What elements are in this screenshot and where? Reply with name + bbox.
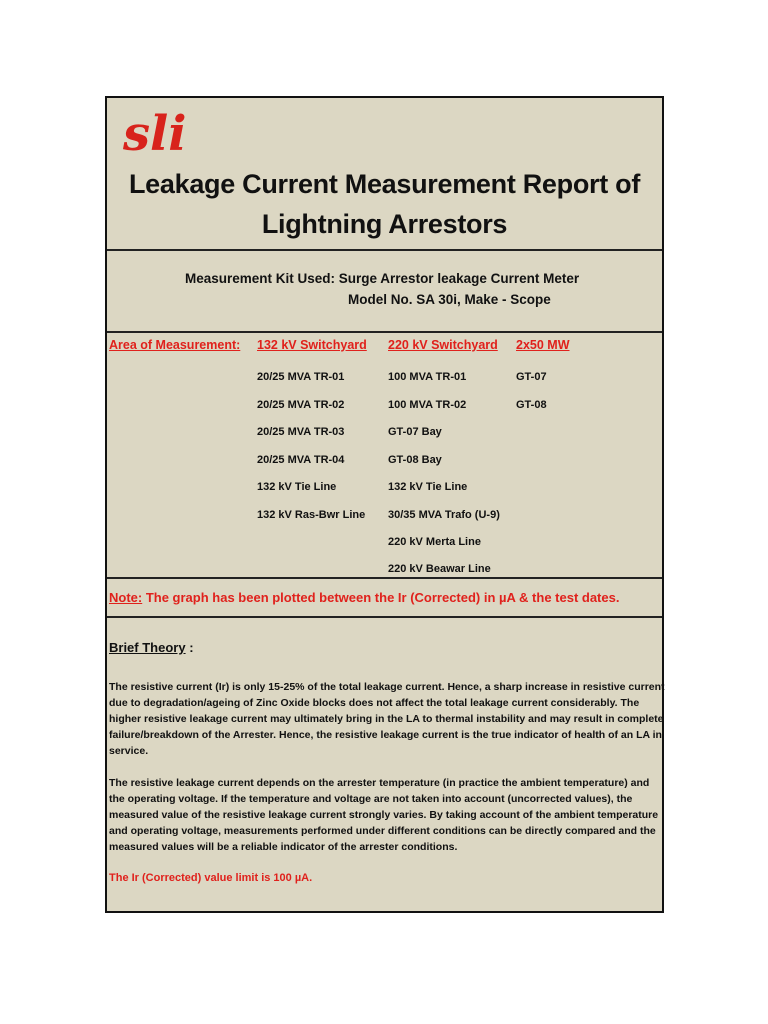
report-title xyxy=(107,164,662,244)
note-section xyxy=(107,579,662,618)
list-item: 220 kV Merta Line xyxy=(388,536,481,548)
note-text: The graph has been plotted between the Ir (Corrected) in µA & the test dates. xyxy=(142,590,620,605)
list-item: 100 MVA TR-02 xyxy=(388,399,467,411)
list-item: GT-08 Bay xyxy=(388,454,442,466)
brief-theory-colon: : xyxy=(185,640,194,655)
list-item: 20/25 MVA TR-01 xyxy=(257,371,345,383)
report-sheet xyxy=(105,96,664,913)
kit-section xyxy=(107,251,662,333)
column-heading-220kv: 220 kV Switchyard xyxy=(388,338,498,352)
kit-used-line: Measurement Kit Used: Surge Arrestor leakage Current Meter xyxy=(185,271,580,286)
area-of-measurement-label: Area of Measurement: xyxy=(109,338,241,352)
list-item: 100 MVA TR-01 xyxy=(388,371,467,383)
report-title-line1: Leakage Current Measurement Report of xyxy=(128,169,641,199)
note-label: Note: xyxy=(109,590,143,605)
column-heading-132kv: 132 kV Switchyard xyxy=(257,338,367,352)
title-section xyxy=(107,98,662,251)
list-item: 20/25 MVA TR-04 xyxy=(257,454,345,466)
company-logo xyxy=(121,108,201,156)
graph-note xyxy=(109,590,619,605)
report-title-line2: Lightning Arrestors xyxy=(261,209,508,239)
theory-paragraph-1: The resistive current (Ir) is only 15-25% of the total leakage current. Hence, a sharp increase in resistive current due to degradation/ageing of Zinc Oxide blocks does not affect the total leakage current considerably. The higher resistive leakage current may ultimately bring in the LA to thermal instability and may result in complete failure/breakdown of the Arrester. Hence, the resistive leakage current is the true indicator of health of an LA in service. xyxy=(109,681,665,757)
list-item: GT-07 xyxy=(516,371,547,383)
list-item: GT-08 xyxy=(516,399,547,411)
theory-section xyxy=(107,618,665,911)
list-item: 132 kV Ras-Bwr Line xyxy=(257,509,366,521)
brief-theory-label: Brief Theory xyxy=(109,640,186,655)
kit-model-line: Model No. SA 30i, Make - Scope xyxy=(348,292,551,307)
list-item: 20/25 MVA TR-02 xyxy=(257,399,345,411)
ir-limit-statement: The Ir (Corrected) value limit is 100 µA. xyxy=(109,872,313,884)
list-item: 20/25 MVA TR-03 xyxy=(257,426,345,438)
list-item: GT-07 Bay xyxy=(388,426,442,438)
brief-theory-heading xyxy=(109,640,194,655)
company-logo-text: sli xyxy=(123,108,187,156)
list-item: 220 kV Beawar Line xyxy=(388,563,491,575)
column-heading-2x50mw: 2x50 MW xyxy=(516,338,570,352)
list-item: 132 kV Tie Line xyxy=(257,481,337,493)
list-item: 132 kV Tie Line xyxy=(388,481,468,493)
area-section xyxy=(107,333,662,579)
theory-paragraph-2: The resistive leakage current depends on the arrester temperature (in practice the ambient temperature) and the operating voltage. If the temperature and voltage are not taken into account (uncorrected values), the measured value of the resistive leakage current strongly varies. By taking account of the ambient temperature and operating voltage, measurements performed under different conditions can be directly compared and the measured values will be a reliable indicator of the arrester conditions. xyxy=(109,777,659,853)
list-item: 30/35 MVA Trafo (U-9) xyxy=(388,509,500,521)
